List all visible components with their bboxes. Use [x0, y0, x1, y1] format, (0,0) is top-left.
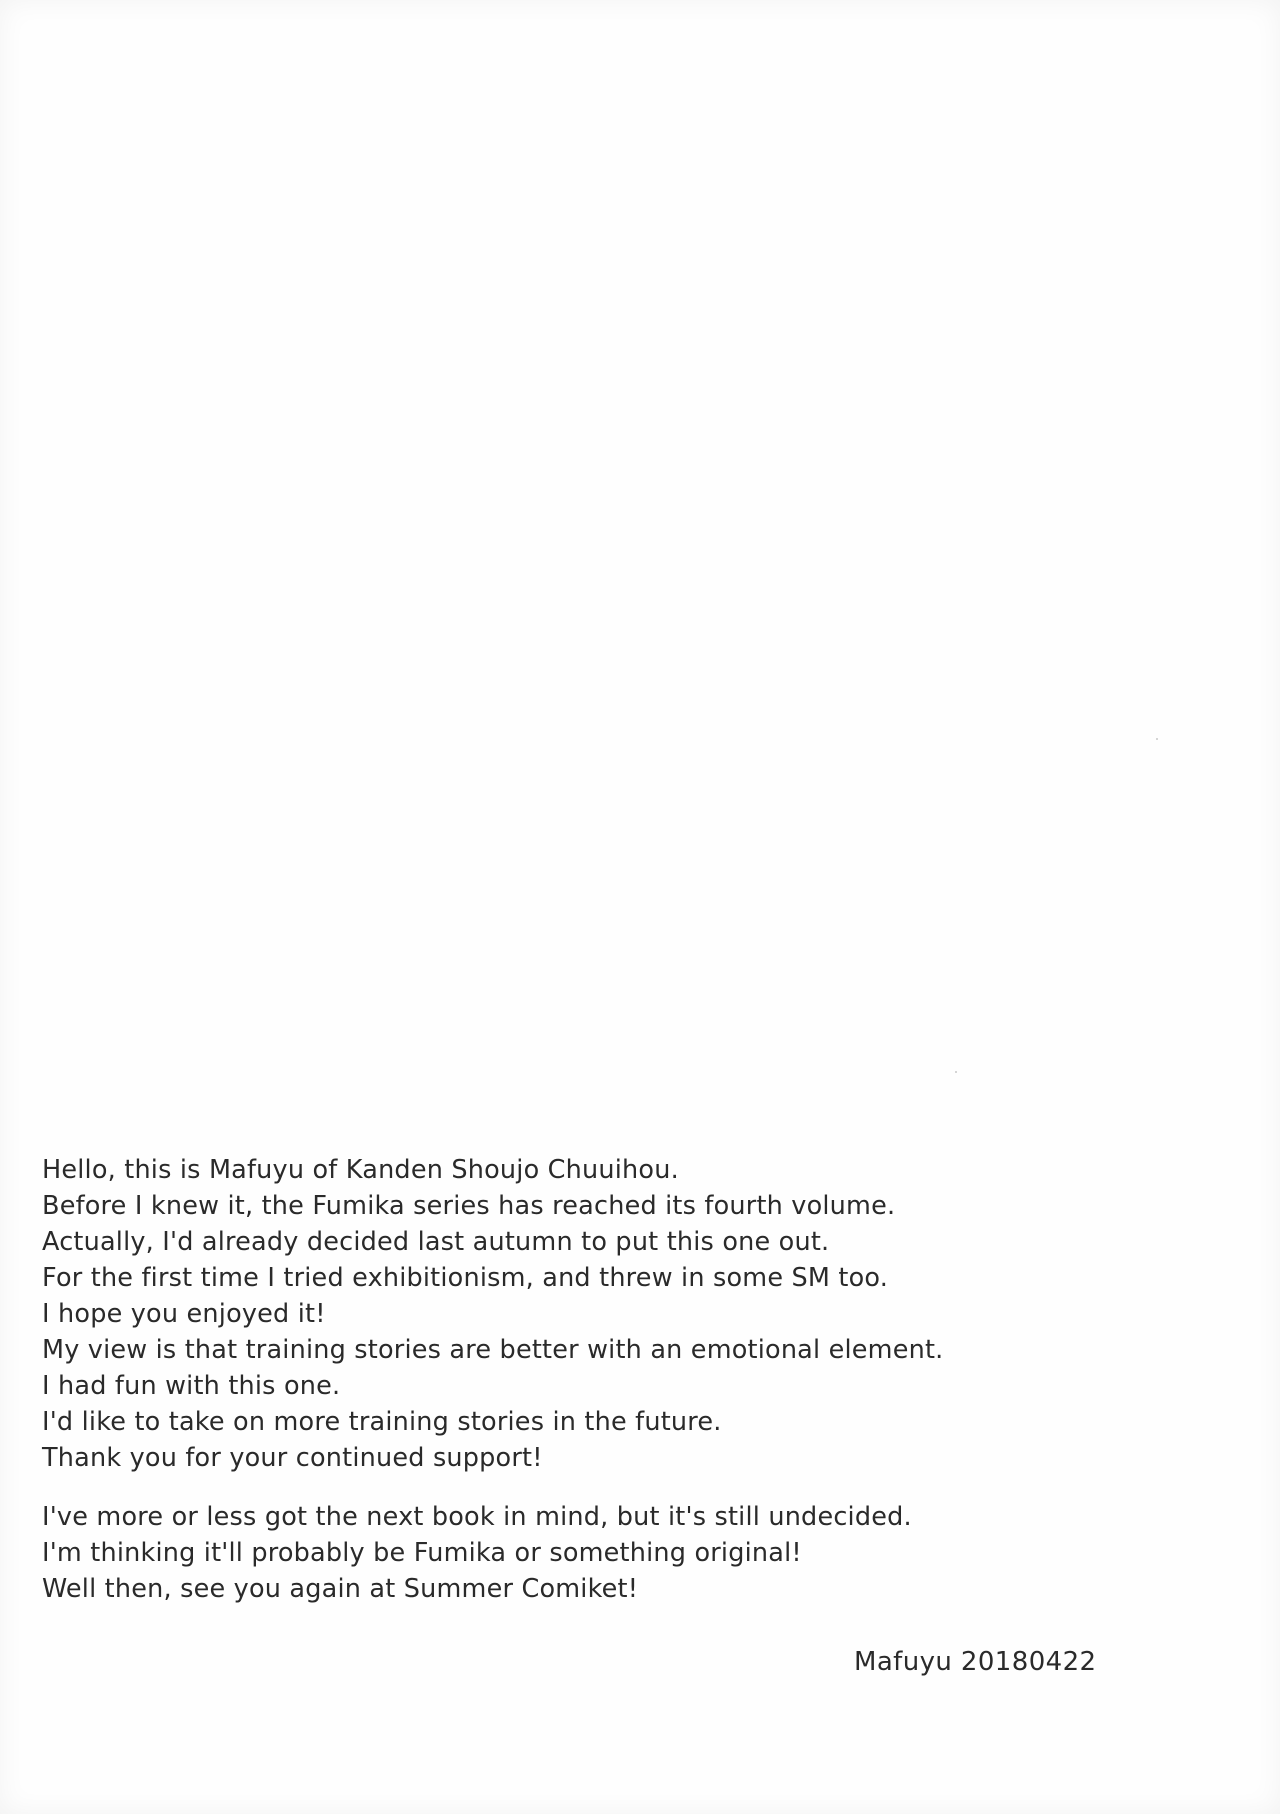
signature-date: Mafuyu 20180422: [854, 1647, 1097, 1677]
text-line: Well then, see you again at Summer Comiket!: [42, 1574, 639, 1604]
text-line: I had fun with this one.: [42, 1371, 341, 1401]
text-line: Actually, I'd already decided last autumn to put this one out.: [42, 1227, 830, 1257]
afterword-paragraph-1: [42, 1152, 1222, 1476]
paper-speck: [1156, 738, 1158, 740]
text-line: For the first time I tried exhibitionism, and threw in some SM too.: [42, 1263, 889, 1293]
text-line: Hello, this is Mafuyu of Kanden Shoujo Chuuihou.: [42, 1155, 679, 1185]
text-line: I've more or less got the next book in mind, but it's still undecided.: [42, 1502, 912, 1532]
paper-speck: [955, 1071, 957, 1073]
text-line: Thank you for your continued support!: [42, 1443, 543, 1473]
text-line: My view is that training stories are better with an emotional element.: [42, 1335, 944, 1365]
text-line: Before I knew it, the Fumika series has reached its fourth volume.: [42, 1191, 896, 1221]
afterword-paragraph-2: [42, 1499, 1222, 1607]
text-line: I hope you enjoyed it!: [42, 1299, 326, 1329]
afterword-text: [42, 1152, 1222, 1607]
text-line: I'm thinking it'll probably be Fumika or something original!: [42, 1538, 802, 1568]
text-line: I'd like to take on more training stories in the future.: [42, 1407, 722, 1437]
